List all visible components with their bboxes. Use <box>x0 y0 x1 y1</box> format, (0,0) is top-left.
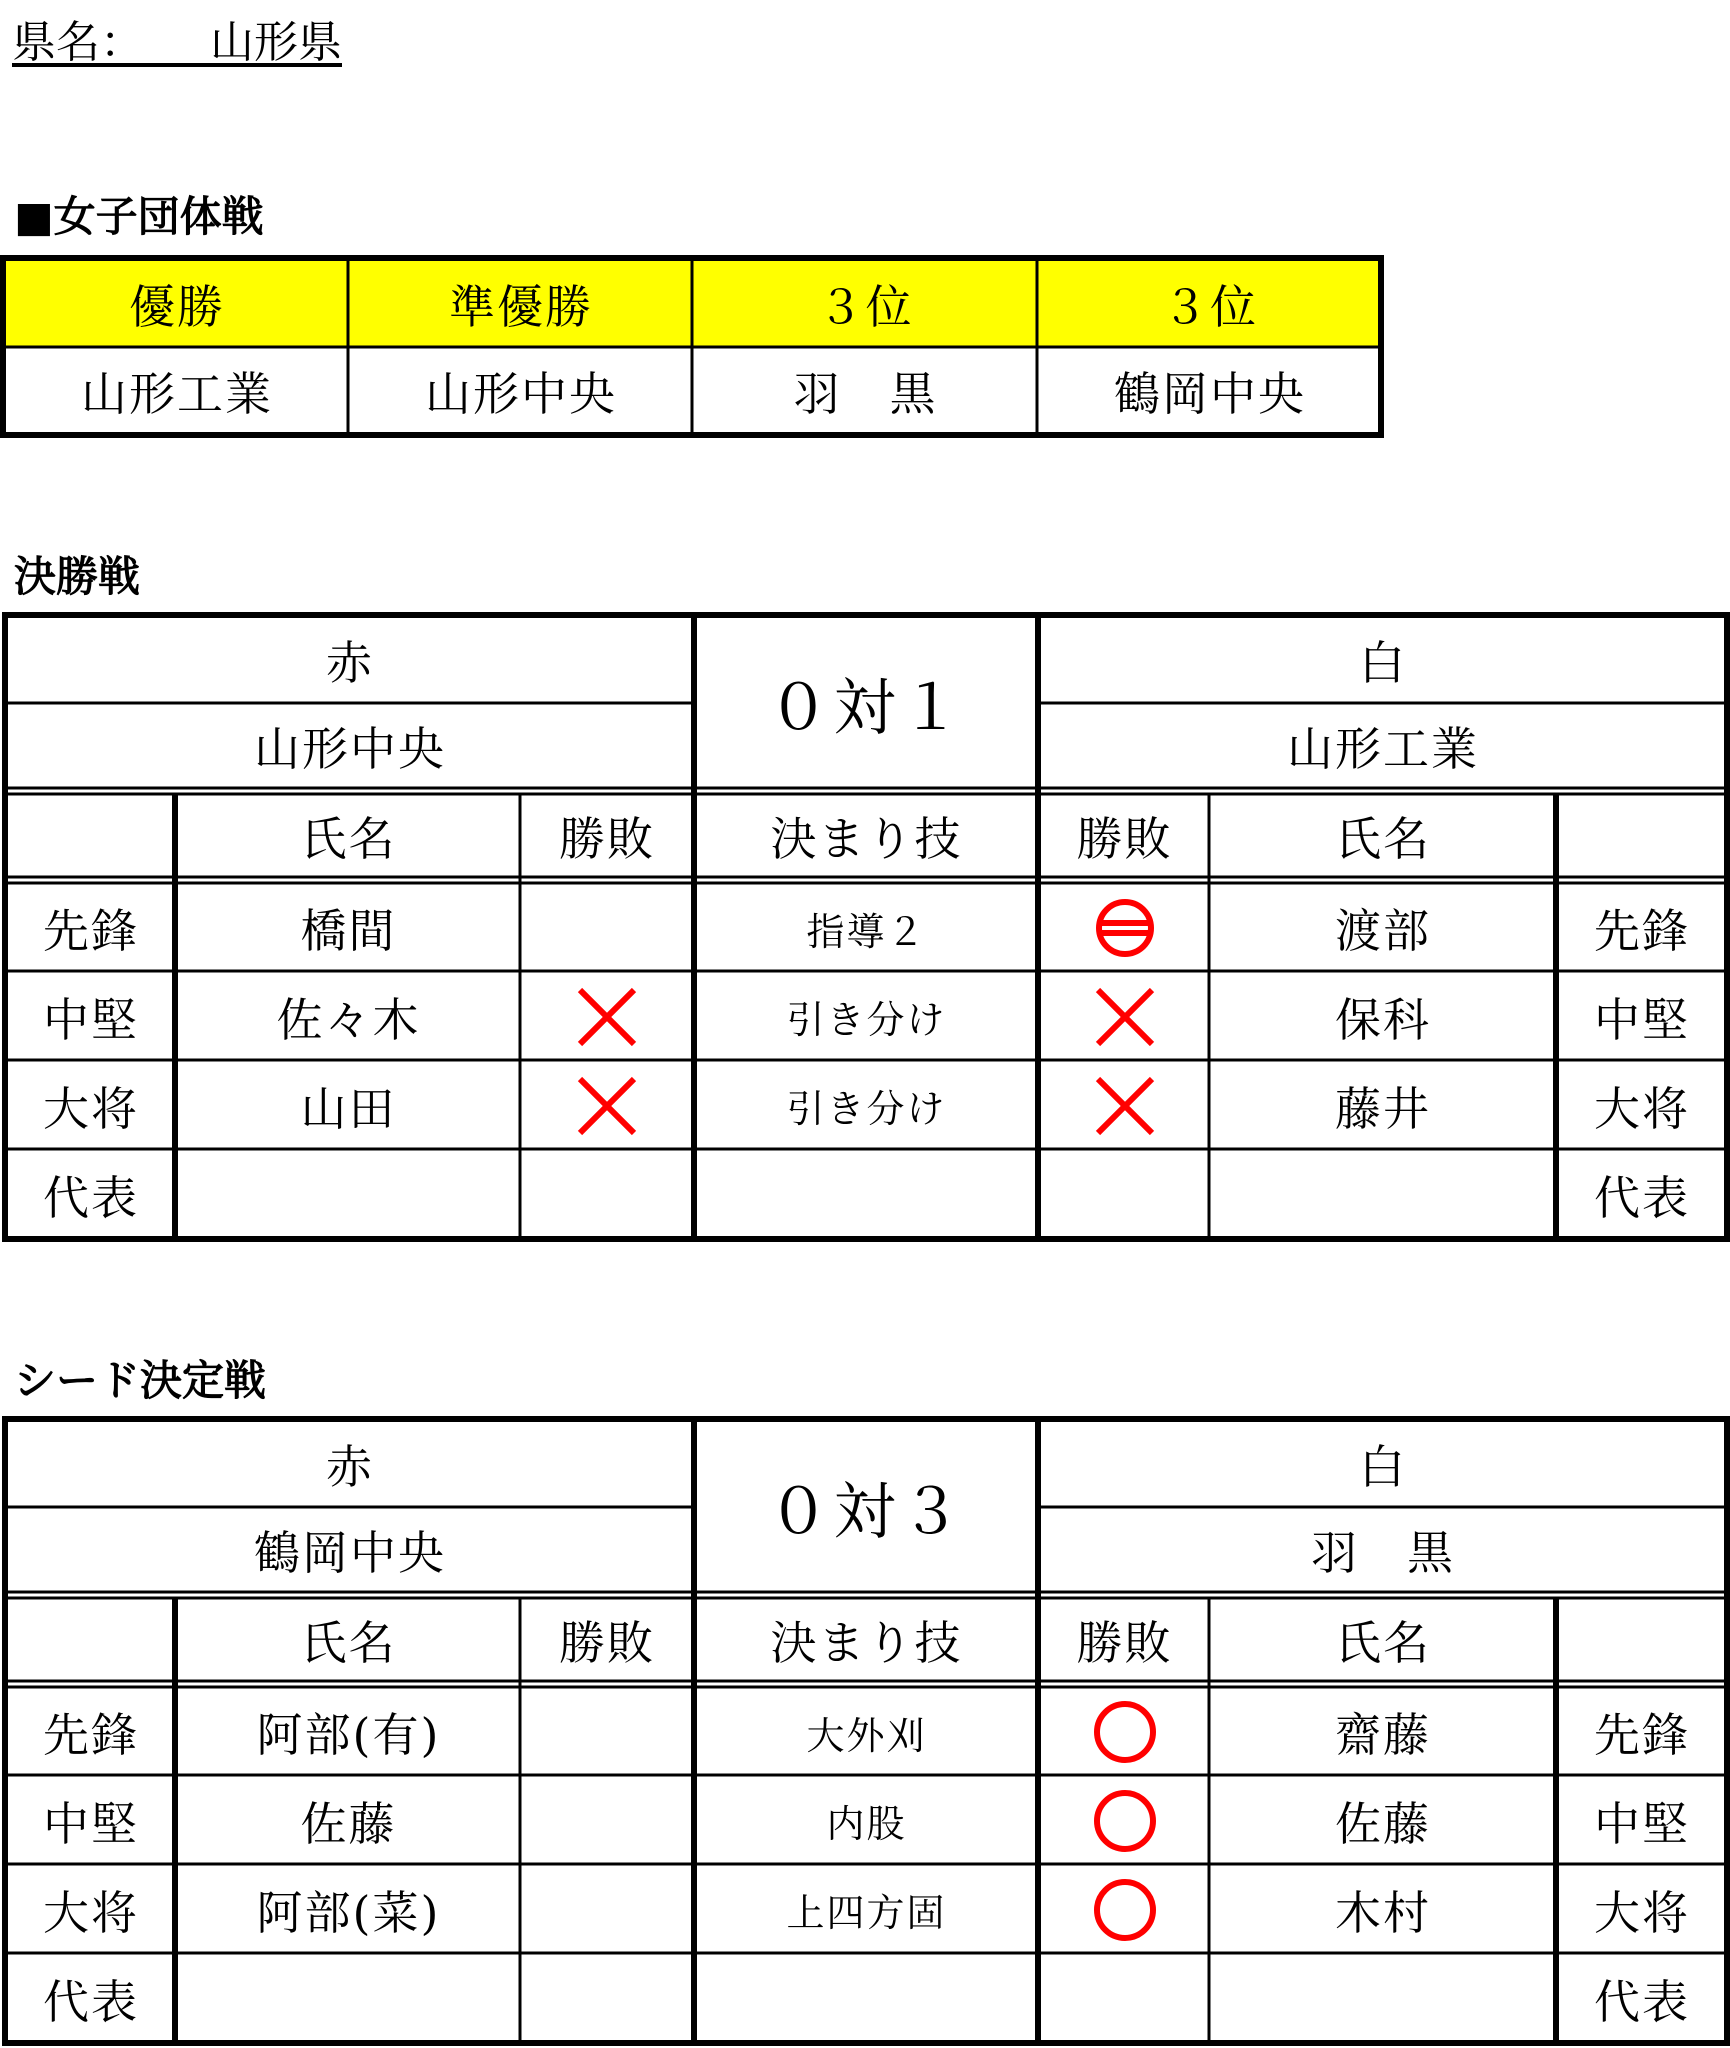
red-label: 赤 <box>326 1440 374 1494</box>
row-white-name <box>1211 1955 1555 2043</box>
col-header-white-result: 勝敗 <box>1076 812 1173 866</box>
col-header-red-result: 勝敗 <box>559 812 655 866</box>
col-header-technique: 決まり技 <box>770 812 963 866</box>
row-technique <box>697 1151 1036 1239</box>
row-position-red: 代表 <box>43 1975 139 2029</box>
white-label: 白 <box>1359 636 1407 690</box>
row-white-name: 佐藤 <box>1335 1796 1431 1851</box>
row-red-name <box>178 1151 519 1239</box>
results-header-runner-up: 準優勝 <box>449 280 593 334</box>
row-white-name <box>1211 1151 1555 1239</box>
row-position-white: 代表 <box>1594 1171 1690 1225</box>
results-header-winner: 優勝 <box>129 280 225 334</box>
draw-cross-icon <box>1041 1062 1208 1149</box>
row-position-white: 先鋒 <box>1594 904 1690 958</box>
row-position-red: 中堅 <box>43 1796 139 1851</box>
draw-cross-icon <box>522 1062 692 1149</box>
row-position-red: 大将 <box>43 1885 139 1940</box>
col-header-red-name: 氏名 <box>300 812 397 866</box>
prefecture-line: 県名： 山形県 <box>12 17 342 68</box>
row-red-name: 阿部(有) <box>256 1708 441 1762</box>
white-label: 白 <box>1359 1440 1407 1494</box>
row-technique: 大外刈 <box>806 1713 927 1758</box>
results-header-third-1: ３位 <box>817 280 914 334</box>
section-title-team: ■女子団体戦 <box>14 192 264 241</box>
row-red-name <box>178 1955 519 2043</box>
results-value-third-1: 羽 黒 <box>793 367 938 421</box>
win-circle-icon <box>1041 1689 1208 1775</box>
row-red-mark <box>522 1151 692 1239</box>
results-value-runner-up: 山形中央 <box>425 367 617 421</box>
match-title-seed: シード決定戦 <box>14 1356 267 1405</box>
col-header-white-name: 氏名 <box>1335 812 1431 866</box>
row-position-red: 代表 <box>43 1171 139 1225</box>
row-position-red: 先鋒 <box>43 1708 139 1762</box>
row-position-red: 大将 <box>43 1081 139 1136</box>
results-value-winner: 山形工業 <box>81 367 273 421</box>
row-white-name: 渡部 <box>1335 904 1431 958</box>
row-red-name: 阿部(菜) <box>256 1885 441 1940</box>
row-red-name: 橋間 <box>300 904 397 958</box>
row-technique: 指導２ <box>806 909 927 954</box>
row-position-red: 中堅 <box>43 992 139 1047</box>
row-red-mark <box>522 1777 692 1864</box>
col-header-technique: 決まり技 <box>770 1616 963 1670</box>
row-technique: 内股 <box>826 1802 907 1846</box>
row-technique <box>697 1955 1036 2043</box>
row-white-mark <box>1041 1955 1208 2043</box>
red-team: 山形中央 <box>254 722 446 776</box>
row-red-name: 佐々木 <box>276 992 421 1047</box>
row-technique: 引き分け <box>786 1087 947 1131</box>
row-white-name: 保科 <box>1335 992 1431 1047</box>
row-position-white: 大将 <box>1594 1885 1690 1940</box>
row-red-mark <box>522 1866 692 1953</box>
row-white-mark <box>1041 1151 1208 1239</box>
col-header-white-result: 勝敗 <box>1076 1616 1173 1670</box>
row-position-white: 代表 <box>1594 1975 1690 2029</box>
match-score: ０対３ <box>767 1475 966 1548</box>
row-position-red: 先鋒 <box>43 904 139 958</box>
row-position-white: 中堅 <box>1594 992 1690 1047</box>
row-red-name: 山田 <box>300 1081 397 1136</box>
red-label: 赤 <box>326 636 374 690</box>
row-red-mark <box>522 885 692 971</box>
win-circle-icon <box>1041 1777 1208 1864</box>
white-team: 山形工業 <box>1287 722 1479 776</box>
win-circle-icon <box>1041 1866 1208 1953</box>
row-position-white: 大将 <box>1594 1081 1690 1136</box>
col-header-red-result: 勝敗 <box>559 1616 655 1670</box>
win-penalty-circle-icon <box>1041 885 1208 971</box>
match-title-final: 決勝戦 <box>14 552 141 601</box>
red-team: 鶴岡中央 <box>254 1526 446 1580</box>
results-header-third-2: ３位 <box>1162 280 1258 334</box>
row-technique: 上四方固 <box>786 1891 947 1935</box>
draw-cross-icon <box>1041 973 1208 1060</box>
row-white-name: 藤井 <box>1335 1081 1431 1136</box>
row-red-name: 佐藤 <box>300 1796 397 1851</box>
row-red-mark <box>522 1689 692 1775</box>
draw-cross-icon <box>522 973 692 1060</box>
row-position-white: 先鋒 <box>1594 1708 1690 1762</box>
row-red-mark <box>522 1955 692 2043</box>
col-header-red-name: 氏名 <box>300 1616 397 1670</box>
match-score: ０対１ <box>767 671 966 744</box>
row-position-white: 中堅 <box>1594 1796 1690 1851</box>
results-value-third-2: 鶴岡中央 <box>1114 367 1306 421</box>
row-white-name: 齋藤 <box>1335 1708 1431 1762</box>
row-white-name: 木村 <box>1335 1885 1431 1940</box>
col-header-white-name: 氏名 <box>1335 1616 1431 1670</box>
white-team: 羽 黒 <box>1311 1526 1455 1580</box>
row-technique: 引き分け <box>786 998 947 1042</box>
